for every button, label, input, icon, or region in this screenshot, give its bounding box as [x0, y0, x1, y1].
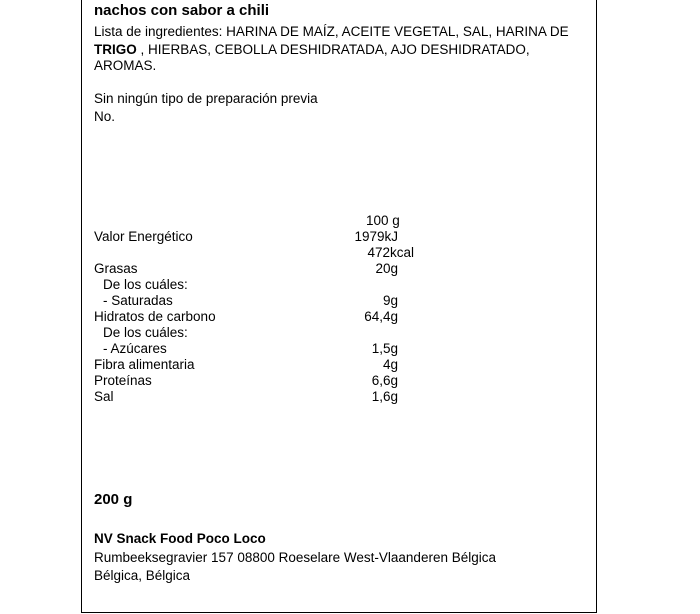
net-weight: 200 g — [94, 491, 133, 508]
nutrition-row-label: Proteínas — [94, 373, 152, 388]
nutrition-row-value: 20g — [375, 261, 398, 276]
product-title: nachos con sabor a chili — [94, 2, 270, 19]
nutrition-row-label: Hidratos de carbono — [94, 309, 216, 324]
preparation-label: Sin ningún tipo de preparación previa — [94, 91, 318, 106]
nutrition-row-value: 1979kJ — [354, 229, 398, 244]
nutrition-row-value: 6,6g — [371, 373, 398, 388]
nutrition-per-header: 100 g — [366, 213, 400, 228]
ingredients-line-2-rest: , HIERBAS, CEBOLLA DESHIDRATADA, AJO DESHIDRATADO, — [136, 42, 530, 57]
nutrition-row-label: Sal — [94, 389, 114, 404]
nutrition-row-label: - Azúcares — [103, 341, 167, 356]
nutrition-row-label: De los cuáles: — [103, 277, 188, 292]
nutrition-row-label: Fibra alimentaria — [94, 357, 195, 372]
nutrition-row-label: - Saturadas — [103, 293, 173, 308]
nutrition-row-value: 1,5g — [371, 341, 398, 356]
company-country: Bélgica, Bélgica — [94, 568, 191, 583]
nutrition-row-value: 9g — [382, 293, 398, 308]
nutrition-row-label: De los cuáles: — [103, 325, 188, 340]
preparation-value: No. — [94, 109, 116, 124]
nutrition-row-value: 64,4g — [364, 309, 398, 324]
nutrition-row-value: 4g — [382, 357, 398, 372]
company-address: Rumbeeksegravier 157 08800 Roeselare West-Vlaanderen Bélgica — [94, 550, 496, 565]
nutrition-row-label: Grasas — [94, 261, 138, 276]
allergen-trigo: TRIGO — [94, 42, 137, 57]
nutrition-row-value: 472kcal — [367, 245, 414, 260]
ingredients-line-2 — [94, 42, 530, 58]
nutrition-row-value: 1,6g — [371, 389, 398, 404]
ingredients-line-3: AROMAS. — [94, 58, 157, 73]
ingredients-line-1: Lista de ingredientes: HARINA DE MAÍZ, ACEITE VEGETAL, SAL, HARINA DE — [94, 24, 569, 39]
company-name: NV Snack Food Poco Loco — [94, 531, 266, 546]
nutrition-row-label: Valor Energético — [94, 229, 193, 244]
